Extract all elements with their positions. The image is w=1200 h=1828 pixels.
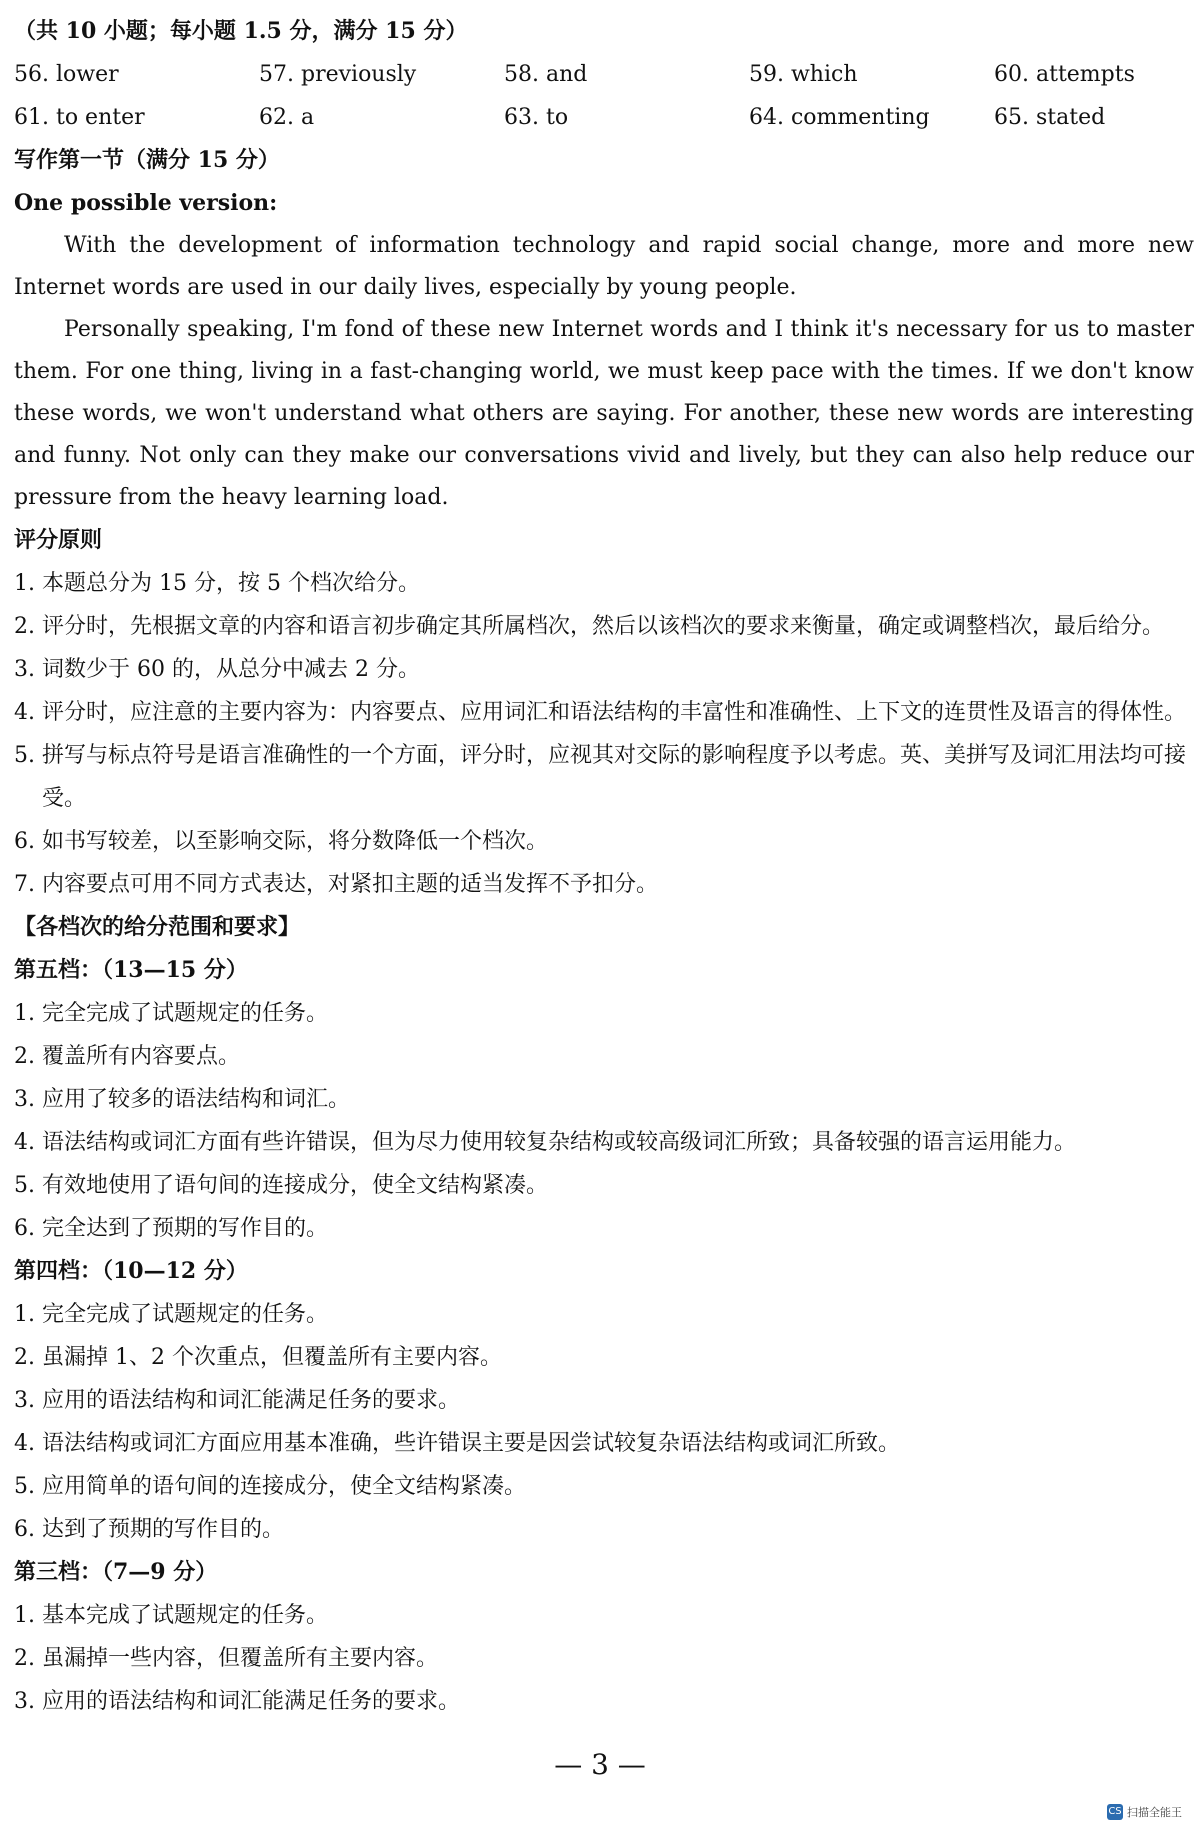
- rule-item: 7. 内容要点可用不同方式表达，对紧扣主题的适当发挥不予扣分。: [14, 872, 658, 897]
- essay-paragraph-2: Personally speaking, I'm fond of these new Internet words and I think it's necessary for us to master them. For one thing, living in a fast-changing world, we must keep pace with the times. If we don't know these words, we won't understand what others are saying. For another, these new words are interesting and funny. Not only can they make our conversations vivid and lively, but they can also help reduce our pressure from the heavy learning load.: [14, 317, 1194, 510]
- level-3-title: 第三档：（7—9 分）: [14, 1559, 218, 1585]
- essay-paragraph-1: With the development of information technology and rapid social change, more and more new Internet words are used in our daily lives, especially by young people.: [14, 233, 1194, 300]
- rule-item: 6. 如书写较差，以至影响交际，将分数降低一个档次。: [14, 829, 548, 854]
- level-3-item: 2. 虽漏掉一些内容，但覆盖所有主要内容。: [14, 1646, 438, 1671]
- answer-65: 65. stated: [994, 105, 1106, 130]
- answer-57: 57. previously: [259, 62, 417, 87]
- level-5-item: 4. 语法结构或词汇方面有些许错误，但为尽力使用较复杂结构或较高级词汇所致；具备较强的语言运用能力。: [14, 1130, 1076, 1155]
- level-3-item: 3. 应用的语法结构和词汇能满足任务的要求。: [14, 1689, 460, 1714]
- level-5-item: 6. 完全达到了预期的写作目的。: [14, 1216, 328, 1241]
- rule-item: 4. 评分时，应注意的主要内容为：内容要点、应用词汇和语法结构的丰富性和准确性、上下文的连贯性及语言的得体性。: [14, 700, 1186, 725]
- answer-64: 64. commenting: [749, 105, 930, 130]
- page-content: [14, 10, 1194, 1723]
- rule-item: 2. 评分时，先根据文章的内容和语言初步确定其所属档次，然后以该档次的要求来衡量，确定或调整档次，最后给分。: [14, 614, 1164, 639]
- page-number: — 3 —: [554, 1748, 646, 1781]
- writing-section-title: 写作第一节（满分 15 分）: [14, 147, 280, 173]
- scanner-watermark: [1107, 1804, 1182, 1820]
- answer-grid-row-1: [14, 53, 1194, 96]
- answer-grid-row-2: [14, 96, 1194, 139]
- level-5-item: 3. 应用了较多的语法结构和词汇。: [14, 1087, 350, 1112]
- level-4-item: 4. 语法结构或词汇方面应用基本准确，些许错误主要是因尝试较复杂语法结构或词汇所致。: [14, 1431, 900, 1456]
- level-5-item: 2. 覆盖所有内容要点。: [14, 1044, 240, 1069]
- level-4-item: 1. 完全完成了试题规定的任务。: [14, 1302, 328, 1327]
- level-4-item: 5. 应用简单的语句间的连接成分，使全文结构紧凑。: [14, 1474, 526, 1499]
- level-3-item: 1. 基本完成了试题规定的任务。: [14, 1603, 328, 1628]
- answer-60: 60. attempts: [994, 62, 1135, 87]
- answer-59: 59. which: [749, 62, 858, 87]
- rules-title: 评分原则: [14, 527, 103, 553]
- section-header: （共 10 小题；每小题 1.5 分，满分 15 分）: [14, 18, 468, 44]
- version-label: One possible version:: [14, 190, 278, 216]
- level-5-item: 5. 有效地使用了语句间的连接成分，使全文结构紧凑。: [14, 1173, 548, 1198]
- levels-title: 【各档次的给分范围和要求】: [14, 914, 301, 940]
- level-4-item: 2. 虽漏掉 1、2 个次重点，但覆盖所有主要内容。: [14, 1345, 502, 1370]
- rule-item: 3. 词数少于 60 的，从总分中减去 2 分。: [14, 657, 420, 682]
- rule-item: 5. 拼写与标点符号是语言准确性的一个方面，评分时，应视其对交际的影响程度予以考虑。英、美拼写及词汇用法均可接受。: [14, 743, 1186, 811]
- answer-62: 62. a: [259, 105, 315, 130]
- answer-58: 58. and: [504, 62, 588, 87]
- level-5-title: 第五档：（13—15 分）: [14, 957, 248, 983]
- level-4-title: 第四档：（10—12 分）: [14, 1258, 248, 1284]
- level-4-item: 3. 应用的语法结构和词汇能满足任务的要求。: [14, 1388, 460, 1413]
- answer-56: 56. lower: [14, 62, 119, 87]
- answer-61: 61. to enter: [14, 105, 145, 130]
- watermark-text: 扫描全能王: [1127, 1806, 1182, 1819]
- scanner-logo-icon: CS: [1107, 1804, 1123, 1820]
- level-5-item: 1. 完全完成了试题规定的任务。: [14, 1001, 328, 1026]
- level-4-item: 6. 达到了预期的写作目的。: [14, 1517, 284, 1542]
- rule-item: 1. 本题总分为 15 分，按 5 个档次给分。: [14, 571, 420, 596]
- answer-63: 63. to: [504, 105, 569, 130]
